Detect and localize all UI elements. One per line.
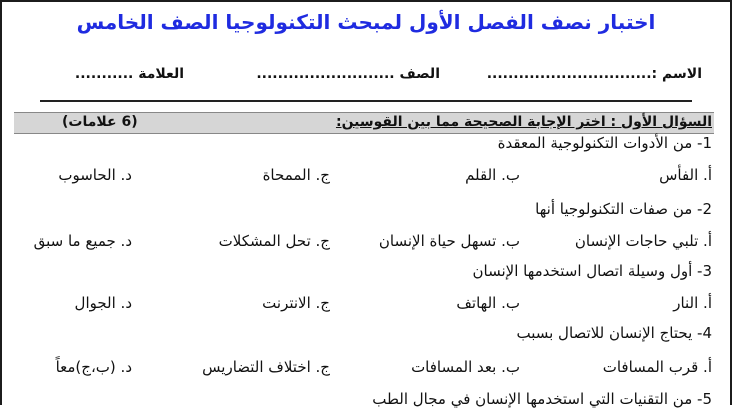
q4-option-d: د. (ب،ج)معاً — [55, 358, 132, 376]
q1-option-a: أ. الفأس — [659, 166, 712, 184]
question-1: 1- من الأدوات التكنولوجية المعقدة — [497, 134, 712, 152]
q4-option-c: ج. اختلاف التضاريس — [202, 358, 330, 376]
grade-field: العلامة ........... — [74, 66, 184, 82]
q4-option-a: أ. قرب المسافات — [602, 358, 712, 376]
page-border-left — [0, 0, 2, 405]
section-title: السؤال الأول : اختر الإجابة الصحيحة مما بين القوسين: — [335, 114, 712, 130]
question-3: 3- أول وسيلة اتصال استخدمها الإنسان — [472, 262, 712, 280]
question-2: 2- من صفات التكنولوجيا أنها — [535, 200, 712, 218]
question-4: 4- يحتاج الإنسان للاتصال بسبب — [516, 324, 712, 342]
q1-option-d: د. الحاسوب — [58, 166, 132, 184]
q1-option-c: ج. الممحاة — [262, 166, 330, 184]
q2-option-b: ب. تسهل حياة الإنسان — [378, 232, 520, 250]
q3-option-d: د. الجوال — [74, 294, 132, 312]
q2-option-a: أ. تلبي حاجات الإنسان — [574, 232, 712, 250]
q1-option-b: ب. القلم — [465, 166, 520, 184]
q2-option-d: د. جميع ما سبق — [33, 232, 132, 250]
q2-option-c: ج. تحل المشكلات — [218, 232, 330, 250]
section-marks: (6 علامات) — [62, 114, 138, 130]
student-name-field: الاسم :............................... — [486, 66, 702, 82]
class-field: الصف .......................... — [256, 66, 440, 82]
page-border-top — [0, 0, 732, 2]
q3-option-b: ب. الهاتف — [456, 294, 520, 312]
question-5: 5- من التقنيات التي استخدمها الإنسان في مجال الطب — [372, 390, 712, 408]
exam-title: اختبار نصف الفصل الأول لمبحث التكنولوجيا الصف الخامس — [76, 10, 656, 34]
q3-option-a: أ. النار — [673, 294, 712, 312]
q4-option-b: ب. بعد المسافات — [411, 358, 520, 376]
header-divider — [40, 100, 692, 102]
q3-option-c: ج. الانترنت — [262, 294, 330, 312]
